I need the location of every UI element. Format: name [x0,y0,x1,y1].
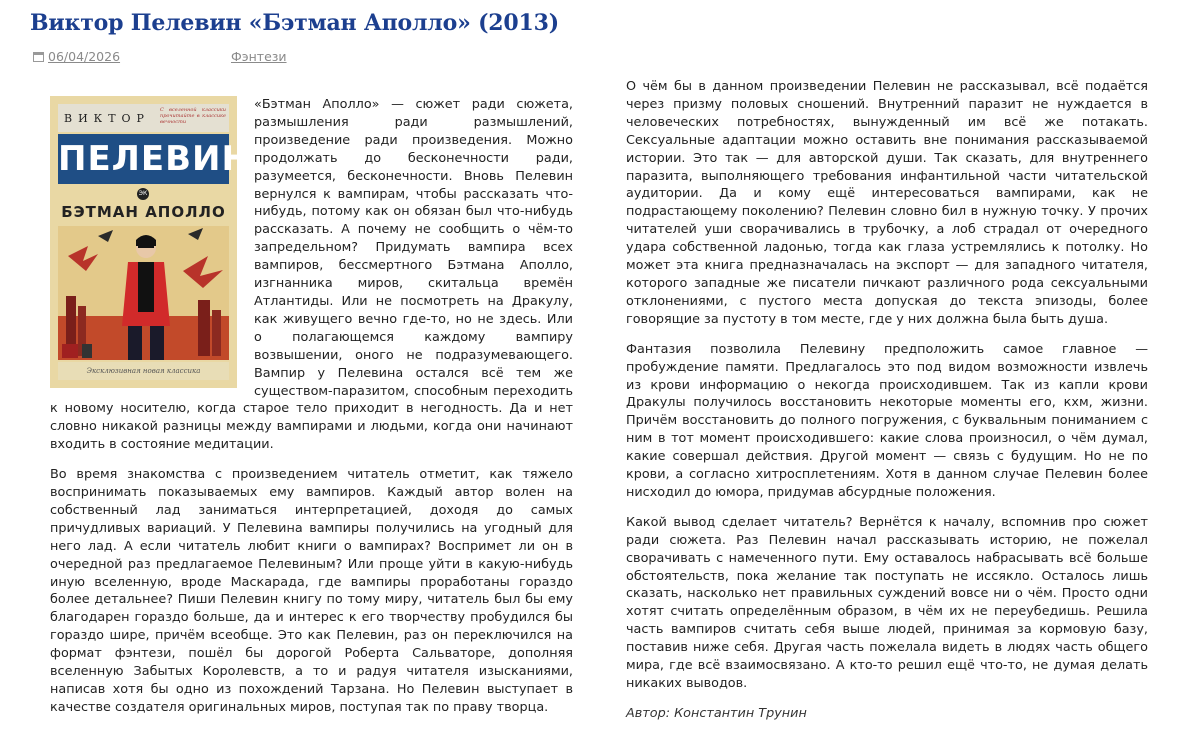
cover-illustration [58,226,229,360]
paragraph-2: Во время знакомства с произведением читатель отметит, как тяжело воспринимать показываемых ему вампиров. Каждый автор волен на собственный лад заниматься интерпретацией, доходя до самых причудливых вариаций. У Пелевина вампиры получились на угодный для него лад. А если читатель любит книги о вампирах? Воспримет ли он в очередной раз предлагаемое Пелевиным? Или проще уйти в какую-нибудь иную вселенную, вроде Маскарада, где вампиры проработаны гораздо более детальнее? Пиши Пелевин книгу по тому миру, читатель был бы ему благодарен гораздо больше, да и интерес к его творчеству пробудился бы гораздо шире, причём всеобще. Это как Пелевин, раз он переключился на формат фэнтези, пошёл бы дорогой Роберта Сальваторе, дополняя вселенную Забытых Королевств, а то и радуя читателя изысканиями, написав хотя бы одно из похождений Тарзана. Но Пелевин выступает в качестве создателя оригинальных миров, поступая так по праву творца. [50,467,573,715]
publisher-logo: ЭК [137,188,149,200]
cover-tagline: С вселенной классики прочитайте в классике вечности [160,107,226,125]
paragraph-4: Фантазия позволила Пелевину предположить самое главное — пробуждение памяти. Предлагалось это под видом возможности извлечь из крови информацию о некогда происходившем. Так из капли крови Дракулы получилось восстановить некоторые моменты его, кхм, жизни. Причём восстановить до полного погружения, с буквальным пониманием с ним в тот момент происходившего: какие слова произносил, о чём думал, какие совершал действия. Другой момент — связь с будущим. Но не по крови, а согласно хитросплетениям. Хотя в данном случае Пелевин более нисходил до юмора, придумав абсурдные положения. [626,341,1148,500]
paragraph-1: «Бэтман Аполло» — сюжет ради сюжета, размышления ради размышлений, произведение ради произведения. Можно продолжать до бесконечности ради, разумеется, бесконечности. Вновь Пелевин вернулся к вампирам, чтобы рассказать что-нибудь, потому как он обязан был что-нибудь рассказать. А почему не сообщить о чём-то запредельном? Придумать вампира всех вампиров, бессмертного Бэтмана Аполло, изгнанника миров, скитальца времён Атлантиды. Или не посмотреть на Дракулу, как живущего вечно где-то, но не здесь. Или о полагающемся каждому вампиру возвышении, оного не подразумевающего. Вампир у Пелевина остался всё тем же существом-паразитом, способным переходить к новому носителю, когда старое тело приходит в негодность. Да и нет словно никакой разницы между вампирами и людьми, когда они начинают входить в состояние медитации. [50,97,573,453]
article-author: Автор: Константин Трунин [626,705,807,721]
category-link[interactable]: Фэнтези [231,49,287,64]
post-date-link[interactable]: 06/04/2026 [48,49,121,64]
cover-book-title: БЭТМАН АПОЛЛО [61,203,226,221]
book-cover-image [50,96,251,388]
right-column [626,78,1148,735]
cover-series: Эксклюзивная новая классика [58,362,229,380]
paragraph-3: О чём бы в данном произведении Пелевин не рассказывал, всё подаётся через призму половых сношений. Внутренний паразит не нуждается в человеческих потребностях, вынужденный им всё же потакать. Сексуальные адаптации можно оставить вне понимания рассказываемой истории. Это так — для авторской души. Так сказать, для внутреннего паразита, выполняющего требования инфантильной части читательской аудитории. Да и кому ещё интересоваться вампирами, как не подрастающему поколению? Пелевин словно бил в нужную точку. У прочих читателей уши сворачивались в трубочку, а лоб страдал от очередного удара собственной ладонью, тогда как глаза устремлялись к потолку. Но может эта книга предназначалась на экспорт — для западного читателя, которого западные же писатели пичкают различного рода сексуальными отклонениями, с пустого места допуская до текста эпизоды, более говорящие за пустоту в том месте, где у них должна была быть душа. [626,79,1148,327]
calendar-icon [33,52,44,62]
post-meta [33,49,287,64]
left-column [50,96,573,729]
cover-author-small: ВИКТОР [64,112,150,125]
article-title: Виктор Пелевин «Бэтман Аполло» (2013) [30,10,559,36]
cover-author-big: ПЕЛЕВИН [58,134,229,184]
paragraph-5: Какой вывод сделает читатель? Вернётся к началу, вспомнив про сюжет ради сюжета. Раз Пелевин начал рассказывать историю, не пожелал сворачивать с намеченного пути. Ему оставалось набрасывать всё больше обстоятельств, пока желание так поступать не иссякло. Осталось лишь сказать, насколько нет правильных суждений вовсе ни о чём. Просто одни хотят считать определённым образом, в чём их не переубедишь. Решила часть вампиров считать себя выше людей, принимая за кормовую базу, поставив ниже себя. Другая часть пожелала видеть в людях часть общего мира, где всё взаимосвязано. А кто-то решил ещё что-то, не думая делать никаких выводов. [626,514,1148,691]
